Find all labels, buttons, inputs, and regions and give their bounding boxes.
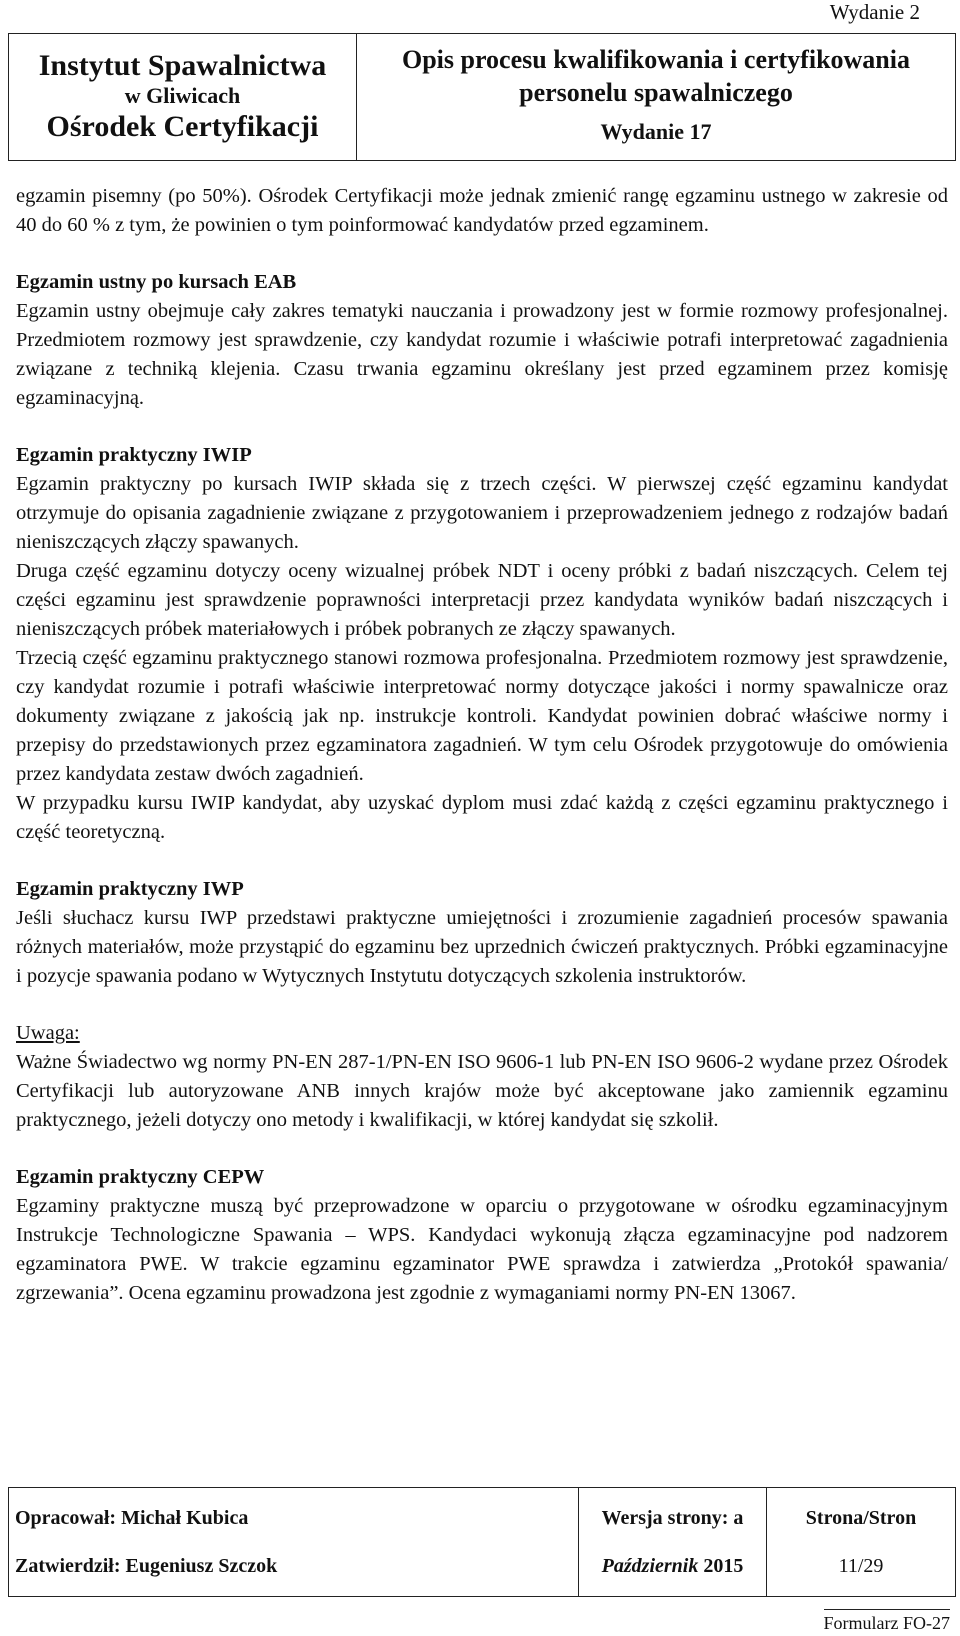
footer-prepared-by: Opracował: Michał Kubica xyxy=(15,1506,249,1529)
iwip-paragraph-3: Trzecią część egzaminu praktycznego stanowi rozmowa profesjonalna. Przedmiotem rozmowy jest sprawdzenie, czy kandydat rozumie i potrafi właściwie interpretować normy dotyczące jakości i normy spawalnicze oraz dokumenty związane z jakością jak np. instrukcje kontroli. Kandydat powinien dobrać właściwe normy i przepisy do przedstawionych przez egzaminatora zagadnień. W tym celu Ośrodek przygotowuje do omówienia przez kandydata zestaw dwóch zagadnień. xyxy=(16,647,948,785)
intro-paragraph: egzamin pisemny (po 50%). Ośrodek Certyfikacji może jednak zmienić rangę egzaminu ustnego w zakresie od 40 do 60 % z tym, że powinien o tym poinformować kandydatów przed egzaminem. xyxy=(16,185,948,236)
organization-unit: Ośrodek Certyfikacji xyxy=(46,110,319,143)
document-footer xyxy=(8,1487,956,1597)
document-title-block xyxy=(357,34,955,160)
organization-name: Instytut Spawalnictwa xyxy=(38,49,327,82)
section-heading-eab: Egzamin ustny po kursach EAB xyxy=(16,271,297,293)
footer-date-year: 2015 xyxy=(703,1554,744,1577)
iwip-paragraph-4: W przypadku kursu IWIP kandydat, aby uzyskać dyplom musi zdać każdą z części egzaminu praktycznego i część teoretyczną. xyxy=(16,792,948,843)
footer-authors xyxy=(9,1488,579,1596)
footer-approved-by: Zatwierdził: Eugeniusz Szczok xyxy=(15,1554,278,1577)
iwp-paragraph: Jeśli słuchacz kursu IWP przedstawi praktyczne umiejętności i zrozumienie zagadnień procesów spawania różnych materiałów, może przystąpić do egzaminu bez uprzednich ćwiczeń praktycznych. Próbki egzaminacyjne i pozycje spawania podano w Wytycznych Instytutu dotyczących szkolenia instruktorów. xyxy=(16,907,948,987)
document-title-line2: personelu spawalniczego xyxy=(519,78,793,107)
footer-version-label: Wersja strony: a xyxy=(601,1506,744,1529)
eab-paragraph: Egzamin ustny obejmuje cały zakres tematyki nauczania i prowadzony jest w formie rozmowy profesjonalnej. Przedmiotem rozmowy jest sprawdzenie, czy kandydat rozumie i właściwie potrafi interpretować zagadnienia związane z techniką klejenia. Czasu trwania egzaminu określany jest przed egzaminem przez komisję egzaminacyjną. xyxy=(16,300,948,409)
iwip-paragraph-2: Druga część egzaminu dotyczy oceny wizualnej próbek NDT i oceny próbki z badań niszczących. Celem tej części egzaminu jest sprawdzenie poprawności interpretacji przez kandydata wyników badań niszczących i nieniszczących próbek materiałowych i próbek pobranych ze złączy spawanych. xyxy=(16,560,948,640)
section-heading-iwp: Egzamin praktyczny IWP xyxy=(16,878,244,900)
organization-block xyxy=(9,34,357,160)
footer-page-value: 11/29 xyxy=(838,1554,884,1577)
footer-date xyxy=(602,1555,744,1578)
note-label: Uwaga: xyxy=(16,1022,80,1044)
document-title-edition: Wydanie 17 xyxy=(600,119,712,144)
document-title-line1: Opis procesu kwalifikowania i certyfikowania xyxy=(401,45,910,74)
document-edition: Wydanie 2 xyxy=(829,0,920,24)
footer-version xyxy=(579,1488,767,1596)
form-number: Formularz FO-27 xyxy=(824,1609,950,1634)
footer-pages xyxy=(767,1488,955,1596)
footer-date-month: Październik xyxy=(601,1554,699,1577)
note-paragraph: Ważne Świadectwo wg normy PN-EN 287-1/PN-EN ISO 9606-1 lub PN-EN ISO 9606-2 wydane przez Ośrodek Certyfikacji lub autoryzowane ANB innych krajów może być akceptowane jako zamiennik egzaminu praktycznego, jeżeli dotyczy ono metody i kwalifikacji, w której kandydat się szkolił. xyxy=(16,1051,948,1131)
document-body xyxy=(16,182,948,1308)
section-heading-iwip: Egzamin praktyczny IWIP xyxy=(16,444,252,466)
document-header xyxy=(8,33,956,161)
iwip-paragraph-1: Egzamin praktyczny po kursach IWIP składa się z trzech części. W pierwszej część egzaminu kandydat otrzymuje do opisania zagadnienie związane z przygotowaniem i przeprowadzeniem jednego z rodzajów badań nieniszczących złączy spawanych. xyxy=(16,473,948,553)
organization-location: w Gliwicach xyxy=(124,83,241,108)
section-heading-cepw: Egzamin praktyczny CEPW xyxy=(16,1166,265,1188)
cepw-paragraph: Egzaminy praktyczne muszą być przeprowadzone w oparciu o przygotowane w ośrodku egzaminacyjnym Instrukcje Technologiczne Spawania – WPS. Kandydaci wykonują złącza egzaminacyjne pod nadzorem egzaminatora PWE. W trakcie egzaminu egzaminator PWE sprawdza i zatwierdza „Protokół spawania/ zgrzewania”. Ocena egzaminu prowadzona jest zgodnie z wymaganiami normy PN-EN 13067. xyxy=(16,1195,948,1304)
footer-page-label: Strona/Stron xyxy=(805,1506,917,1529)
